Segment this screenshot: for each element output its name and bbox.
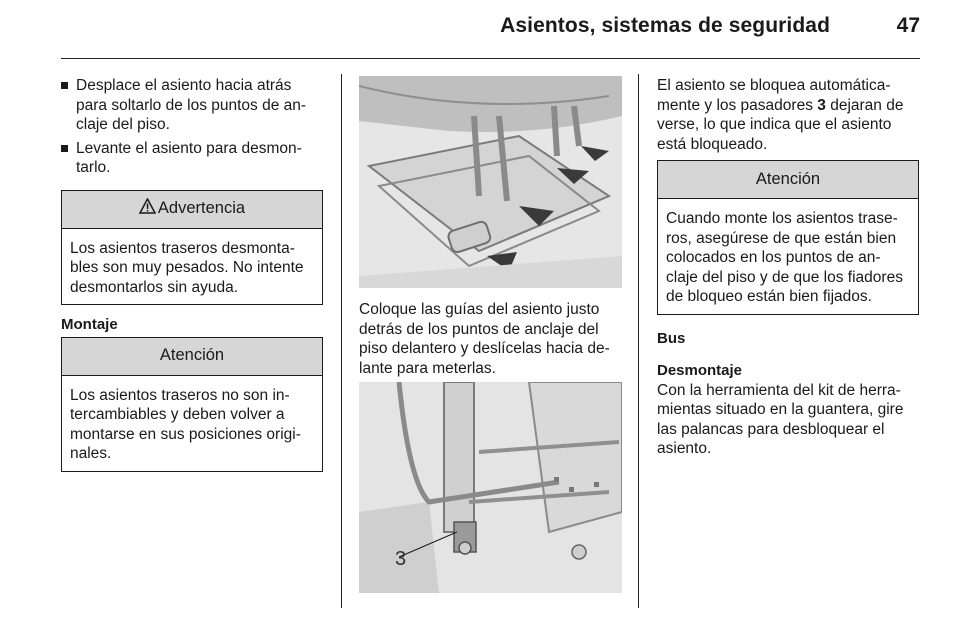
warning-box-title: Advertencia <box>157 199 246 218</box>
page-header-title: Asientos, sistemas de seguridad <box>500 14 830 37</box>
seat-latch-illustration <box>359 382 622 593</box>
section-title-bus: Bus <box>657 329 686 347</box>
pin-number: 3 <box>817 96 826 114</box>
attention-box-right <box>657 160 919 315</box>
bus-paragraph: Con la herramienta del kit de herra-mientas situado en la guantera, gire las palancas para desbloquear el asiento. <box>657 381 904 457</box>
attention-box-left <box>61 337 323 472</box>
left-column <box>61 76 323 472</box>
attention-box-header: Atención <box>658 161 918 199</box>
warning-box <box>61 190 323 306</box>
subsection-title-desmontaje: Desmontaje <box>657 362 743 379</box>
section-title-montaje: Montaje <box>61 316 118 333</box>
instruction-list <box>61 76 323 178</box>
list-item: Desplace el asiento hacia atrás para soltarlo de los puntos de an-claje del piso. <box>61 76 323 135</box>
header-rule <box>61 58 920 59</box>
right-column <box>657 76 919 459</box>
warning-box-text: Los asientos traseros desmonta-bles son muy pesados. No intente desmontarlos sin ayuda. <box>70 239 304 296</box>
lock-paragraph <box>657 76 919 154</box>
warning-triangle-icon <box>139 198 156 220</box>
column-divider-left <box>341 74 342 608</box>
warning-box-header <box>62 191 322 229</box>
lock-paragraph-end: dejaran de verse, lo que indica que el asiento está bloqueado. <box>657 96 904 153</box>
middle-column-text: Coloque las guías del asiento justo detrás de los puntos de anclaje del piso delantero y deslícelas hacia de-lante para meterlas. <box>359 301 610 377</box>
callout-number: 3 <box>395 548 407 570</box>
column-divider-right <box>638 74 639 608</box>
page-number: 47 <box>896 14 920 37</box>
attention-box-text: Los asientos traseros no son in-tercambiables y deben volver a montarse en sus posiciones origi-nales. <box>70 386 301 462</box>
seat-anchor-illustration <box>359 76 622 288</box>
attention-box-text: Cuando monte los asientos trase-ros, asegúrese de que están bien colocados en los puntos de an-claje del piso y de que los fiadores de bloqueo están bien fijados. <box>666 210 903 305</box>
list-item: Levante el asiento para desmon-tarlo. <box>61 139 323 178</box>
lock-paragraph-start: El asiento se bloquea automática-mente y los pasadores <box>657 77 891 114</box>
attention-box-header: Atención <box>62 338 322 376</box>
